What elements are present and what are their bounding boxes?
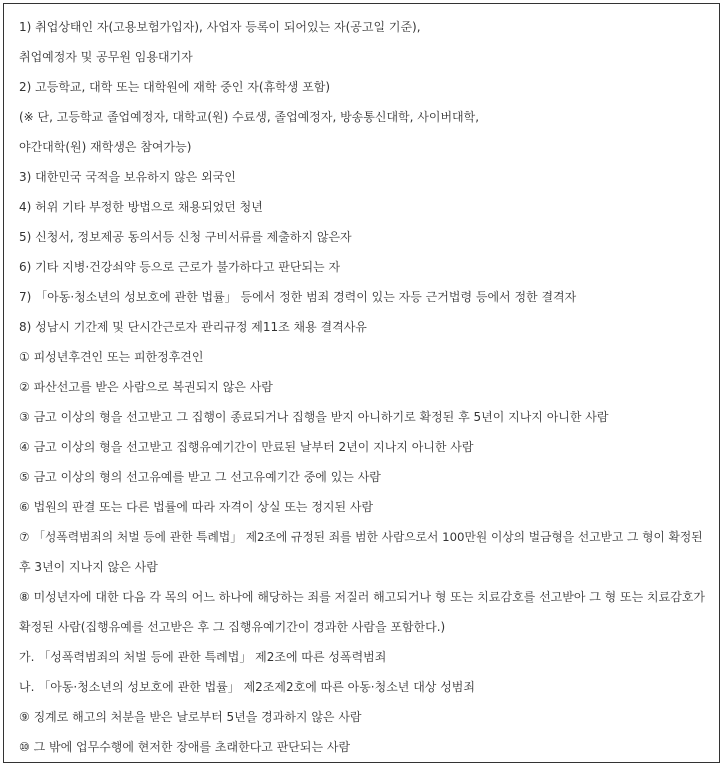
text-line: 후 3년이 지나지 않은 사람 bbox=[19, 560, 158, 574]
text-line: ⑩ 그 밖에 업무수행에 현저한 장애를 초래한다고 판단되는 사람 bbox=[19, 740, 351, 754]
text-line: (※ 단, 고등학교 졸업예정자, 대학교(원) 수료생, 졸업예정자, 방송통신대학, 사이버대학, bbox=[19, 110, 480, 124]
text-line: 5) 신청서, 정보제공 동의서등 신청 구비서류를 제출하지 않은자 bbox=[19, 230, 352, 244]
disqualification-list bbox=[19, 12, 711, 762]
text-line: 1) 취업상태인 자(고용보험가입자), 사업자 등록이 되어있는 자(공고일 기준), bbox=[19, 20, 421, 34]
text-line: ⑧ 미성년자에 대한 다음 각 목의 어느 하나에 해당하는 죄를 저질러 해고되거나 형 또는 치료감호를 선고받아 그 형 또는 치료감호가 bbox=[19, 590, 706, 604]
text-line: 2) 고등학교, 대학 또는 대학원에 재학 중인 자(휴학생 포함) bbox=[19, 80, 331, 94]
text-line: 가. 「성폭력범죄의 처벌 등에 관한 특례법」 제2조에 따른 성폭력범죄 bbox=[19, 650, 387, 664]
text-line: ② 파산선고를 받은 사람으로 복권되지 않은 사람 bbox=[19, 380, 273, 394]
text-line: 4) 허위 기타 부정한 방법으로 채용되었던 청년 bbox=[19, 200, 263, 214]
text-line: 6) 기타 지병·건강쇠약 등으로 근로가 불가하다고 판단되는 자 bbox=[19, 260, 341, 274]
text-line: 취업예정자 및 공무원 임용대기자 bbox=[19, 50, 193, 64]
document-frame bbox=[3, 3, 720, 763]
text-line: 확정된 사람(집행유예를 선고받은 후 그 집행유예기간이 경과한 사람을 포함한다.) bbox=[19, 620, 446, 634]
text-line: 야간대학(원) 재학생은 참여가능) bbox=[19, 140, 192, 154]
text-line: ④ 금고 이상의 형을 선고받고 집행유예기간이 만료된 날부터 2년이 지나지 아니한 사람 bbox=[19, 440, 474, 454]
text-line: 8) 성남시 기간제 및 단시간근로자 관리규정 제11조 채용 결격사유 bbox=[19, 320, 367, 334]
text-line: 3) 대한민국 국적을 보유하지 않은 외국인 bbox=[19, 170, 236, 184]
text-line: ⑨ 징계로 해고의 처분을 받은 날로부터 5년을 경과하지 않은 사람 bbox=[19, 710, 362, 724]
text-line: ③ 금고 이상의 형을 선고받고 그 집행이 종료되거나 집행을 받지 아니하기로 확정된 후 5년이 지나지 아니한 사람 bbox=[19, 410, 609, 424]
text-line: ① 피성년후견인 또는 피한정후견인 bbox=[19, 350, 204, 364]
text-line: 나. 「아동·청소년의 성보호에 관한 법률」 제2조제2호에 따른 아동·청소년 대상 성범죄 bbox=[19, 680, 475, 694]
text-line: ⑤ 금고 이상의 형의 선고유예를 받고 그 선고유예기간 중에 있는 사람 bbox=[19, 470, 381, 484]
text-line: ⑥ 법원의 판결 또는 다른 법률에 따라 자격이 상실 또는 정지된 사람 bbox=[19, 500, 374, 514]
text-line: 7) 「아동·청소년의 성보호에 관한 법률」 등에서 정한 범죄 경력이 있는 자등 근거법령 등에서 정한 결격자 bbox=[19, 290, 577, 304]
text-line: ⑦ 「성폭력범죄의 처벌 등에 관한 특례법」 제2조에 규정된 죄를 범한 사람으로서 100만원 이상의 벌금형을 선고받고 그 형이 확정된 bbox=[19, 530, 703, 544]
